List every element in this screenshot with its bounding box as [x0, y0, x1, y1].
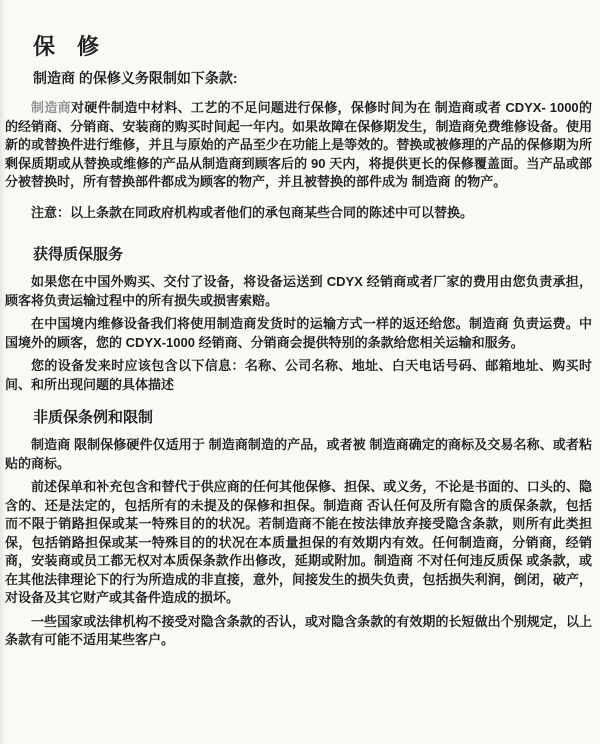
manufacturer-term: 制造商 — [31, 100, 71, 115]
paragraph-disclaimer: 前述保单和补充包含和替代于供应商的任何其他保修、担保、或义务，不论是书面的、口头的、隐含的、还是法定的，包括所有的未提及的保修和担保。制造商 否认任何及所有隐含的质保条款，包括而不限于销路担保或某一特殊目的的状况。若制造商不能在按法律放弃接受隐含条款，则所有此类担保，包括销路担保或某一特殊目的的状况在本质量担保的有效期内有效。任何制造商，分销商，经销商，安装商或员工都无权对本质保条款作出修改，延期或附加。制造商 不对任何违反质保 或条款，或在其他法律理论下的行为所造成的非直接，意外，间接发生的损失负责，包括损失利润，倒闭，破产，对设备及其它财产或其备件造成的损坏。 — [5, 479, 592, 605]
warranty-terms-paragraph — [5, 99, 592, 192]
section-obtain-warranty-service — [5, 246, 592, 394]
paragraph-limited-coverage: 制造商 限制保修硬件仅适用于 制造商制造的产品，或者被 制造商确定的商标及交易名称、或者粘贴的商标。 — [5, 437, 592, 471]
paragraph-jurisdiction-note: 一些国家或法律机构不接受对隐含条款的否认，或对隐含条款的有效期的长短做出个别规定，以上条款有可能不适用某些客户。 — [5, 613, 592, 647]
paragraph-shipping-abroad: 如果您在中国外购买、交付了设备，将设备运送到 CDYX 经销商或者厂家的费用由您负责承担，顾客将负责运输过程中的所有损失或损害索赔。 — [5, 274, 592, 308]
warranty-terms-text: 对硬件制造中材料、工艺的不足问题进行保修，保修时间为在 制造商或者 CDYX- 1000的的经销商、分销商、安装商的购买时间起一年内。如果故障在保修期发生，制造商免费维修设备。使用新的或替换件进行维修，并且与原始的产品至少在功能上是等效的。替换或被修理的产品的保修期为所剩保质期或从替换或维修的产品从制造商到顾客后的 90 天内，将提供更长的保修覆盖面。当产品或部分被替换时，所有替换部件都成为顾客的物产，并且被替换的部件成为 制造商 的物产。 — [5, 100, 592, 189]
note-paragraph: 注意：以上条款在同政府机构或者他们的承包商某些合同的陈述中可以替换。 — [31, 204, 474, 220]
paragraph-required-info: 您的设备发来时应该包含以下信息：名称、公司名称、地址、白天电话号码、邮箱地址、购买时间、和所出现问题的具体描述 — [5, 358, 592, 392]
page-title: 保 修 — [33, 34, 100, 59]
section-non-warranty-limits — [5, 409, 592, 650]
non-warranty-heading: 非质保条例和限制 — [33, 409, 154, 426]
paragraph-domestic-repair: 在中国境内维修设备我们将使用制造商发货时的运输方式一样的返还给您。制造商 负责运费。中国境外的顾客，您的 CDYX-1000 经销商、分销商会提供特别的条款给您相关运输和服务。 — [5, 316, 592, 350]
warranty-intro-heading: 制造商 的保修义务限制如下条款: — [33, 70, 238, 86]
obtain-service-heading: 获得质保服务 — [33, 246, 124, 263]
